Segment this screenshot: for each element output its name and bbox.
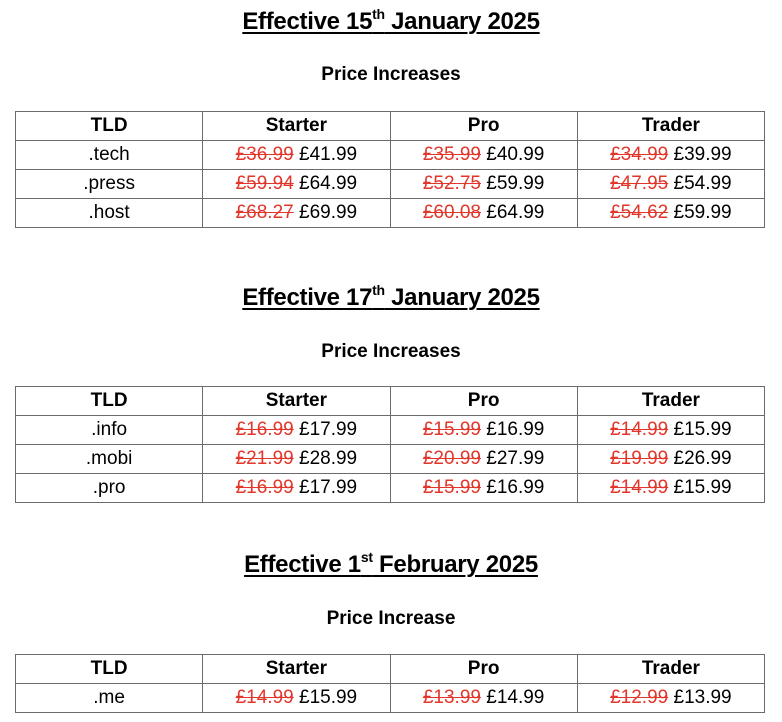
new-price: £27.99 [486,448,545,469]
tld-cell: .me [16,684,203,713]
column-header-tld: TLD [16,387,203,416]
column-header-trader: Trader [577,655,764,684]
table-row [16,170,765,199]
column-header-pro: Pro [390,387,577,416]
new-price: £17.99 [299,477,358,498]
trader-price-cell [577,170,764,199]
new-price: £59.99 [673,202,732,223]
column-header-starter: Starter [203,112,390,141]
section-heading: Effective 17th January 2025 [242,282,540,311]
old-price: £47.95 [610,173,669,194]
section-heading: Effective 15th January 2025 [242,6,540,35]
new-price: £39.99 [673,144,732,165]
pro-price-cell [390,199,577,228]
new-price: £16.99 [486,477,545,498]
pro-price-cell [390,474,577,503]
pro-price-cell [390,445,577,474]
new-price: £17.99 [299,419,358,440]
new-price: £59.99 [486,173,545,194]
column-header-trader: Trader [577,112,764,141]
column-header-starter: Starter [203,655,390,684]
old-price: £14.99 [235,687,294,708]
tld-cell: .host [16,199,203,228]
new-price: £54.99 [673,173,732,194]
pro-price-cell [390,684,577,713]
section-subheading: Price Increases [321,341,461,362]
starter-price-cell [203,170,390,199]
new-price: £69.99 [299,202,358,223]
column-header-starter: Starter [203,387,390,416]
table-row [16,445,765,474]
section-subheading: Price Increases [321,64,461,85]
tld-cell: .tech [16,141,203,170]
starter-price-cell [203,199,390,228]
new-price: £15.99 [299,687,358,708]
old-price: £14.99 [610,419,669,440]
trader-price-cell [577,474,764,503]
old-price: £52.75 [422,173,481,194]
old-price: £60.08 [422,202,481,223]
old-price: £16.99 [235,419,294,440]
old-price: £54.62 [610,202,669,223]
table-row [16,684,765,713]
tld-cell: .mobi [16,445,203,474]
trader-price-cell [577,199,764,228]
old-price: £15.99 [422,419,481,440]
old-price: £21.99 [235,448,294,469]
old-price: £13.99 [422,687,481,708]
price-table-jan-17 [15,386,765,503]
column-header-tld: TLD [16,655,203,684]
tld-cell: .press [16,170,203,199]
old-price: £14.99 [610,477,669,498]
table-row [16,141,765,170]
section-heading: Effective 1st February 2025 [244,549,538,578]
old-price: £35.99 [422,144,481,165]
new-price: £64.99 [486,202,545,223]
table-row [16,416,765,445]
new-price: £15.99 [673,419,732,440]
new-price: £14.99 [486,687,545,708]
column-header-trader: Trader [577,387,764,416]
tld-cell: .info [16,416,203,445]
column-header-pro: Pro [390,112,577,141]
trader-price-cell [577,445,764,474]
price-table-feb-1 [15,654,765,713]
table-header-row [16,387,765,416]
table-header-row [16,655,765,684]
table-header-row [16,112,765,141]
new-price: £41.99 [299,144,358,165]
starter-price-cell [203,141,390,170]
old-price: £16.99 [235,477,294,498]
old-price: £59.94 [235,173,294,194]
starter-price-cell [203,474,390,503]
section-feb-1 [0,549,782,629]
trader-price-cell [577,684,764,713]
trader-price-cell [577,141,764,170]
trader-price-cell [577,416,764,445]
old-price: £20.99 [422,448,481,469]
new-price: £26.99 [673,448,732,469]
new-price: £16.99 [486,419,545,440]
column-header-tld: TLD [16,112,203,141]
starter-price-cell [203,684,390,713]
old-price: £19.99 [610,448,669,469]
old-price: £12.99 [610,687,669,708]
new-price: £15.99 [673,477,732,498]
column-header-pro: Pro [390,655,577,684]
old-price: £36.99 [235,144,294,165]
price-table-jan-15 [15,111,765,228]
new-price: £64.99 [299,173,358,194]
table-row [16,474,765,503]
section-subheading: Price Increase [326,608,456,629]
new-price: £13.99 [673,687,732,708]
pro-price-cell [390,141,577,170]
starter-price-cell [203,445,390,474]
old-price: £34.99 [610,144,669,165]
old-price: £68.27 [235,202,294,223]
tld-cell: .pro [16,474,203,503]
old-price: £15.99 [422,477,481,498]
starter-price-cell [203,416,390,445]
pro-price-cell [390,416,577,445]
pro-price-cell [390,170,577,199]
new-price: £40.99 [486,144,545,165]
section-jan-15 [0,6,782,85]
table-row [16,199,765,228]
new-price: £28.99 [299,448,358,469]
section-jan-17 [0,282,782,362]
